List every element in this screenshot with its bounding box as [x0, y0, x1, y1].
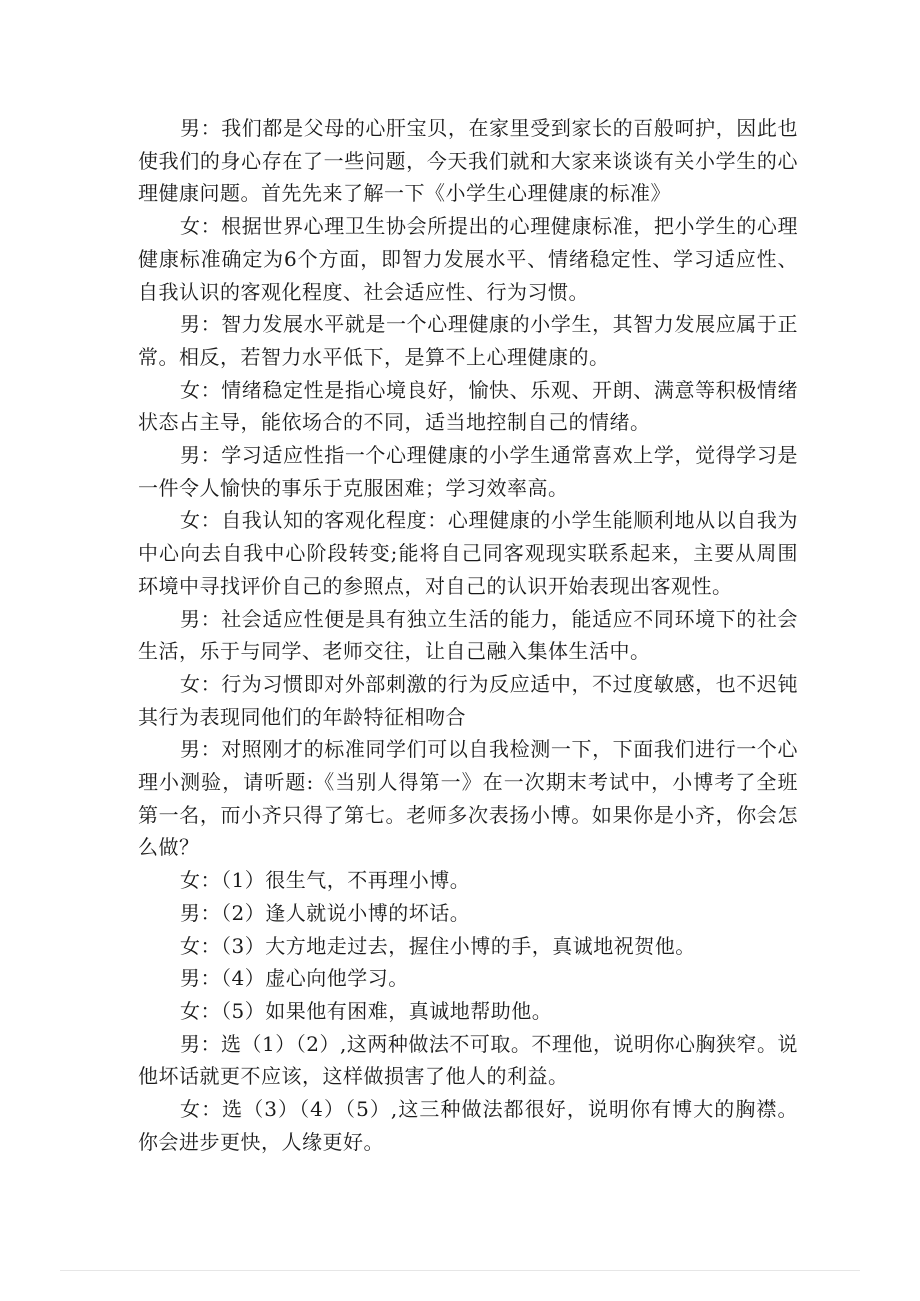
dialogue-paragraph: 男：对照刚才的标准同学们可以自我检测一下，下面我们进行一个心理小测验，请听题:《当别人得第一》在一次期末考试中，小博考了全班第一名，而小齐只得了第七。老师多次表扬小博。如果你是小齐，你会怎么做？ [138, 737, 798, 860]
dialogue-paragraph: 女：自我认知的客观化程度：心理健康的小学生能顺利地从以自我为中心向去自我中心阶段转变;能将自己同客观现实联系起来，主要从周围环境中寻找评价自己的参照点，对自己的认识开始表现出客观性。 [138, 508, 798, 598]
dialogue-paragraph: 女：（1）很生气，不再理小博。 [180, 868, 471, 893]
dialogue-paragraph: 女：选（3）（4）（5）,这三种做法都很好，说明你有博大的胸襟。你会进步更快，人缘更好。 [138, 1097, 798, 1154]
document-body [138, 112, 798, 1159]
dialogue-paragraph: 女：行为习惯即对外部刺激的行为反应适中，不过度敏感，也不迟钝其行为表现同他们的年龄特征相吻合 [138, 671, 798, 729]
dialogue-paragraph: 女：（5）如果他有困难，真诚地帮助他。 [180, 998, 553, 1023]
dialogue-paragraph: 男：（4）虚心向他学习。 [180, 966, 409, 991]
dialogue-paragraph: 女：（3）大方地走过去，握住小博的手，真诚地祝贺他。 [180, 933, 696, 958]
dialogue-paragraph: 男：学习适应性指一个心理健康的小学生通常喜欢上学，觉得学习是一件令人愉快的事乐于克服困难；学习效率高。 [138, 443, 798, 500]
dialogue-paragraph: 男：社会适应性便是具有独立生活的能力，能适应不同环境下的社会生活，乐于与同学、老师交往，让自己融入集体生活中。 [138, 606, 798, 664]
dialogue-paragraph: 女：情绪稳定性是指心境良好，愉快、乐观、开朗、满意等积极情绪状态占主导，能依场合的不同，适当地控制自己的情绪。 [138, 377, 798, 435]
dialogue-paragraph: 男：（2）逢人就说小博的坏话。 [180, 900, 471, 925]
dialogue-paragraph: 男：我们都是父母的心肝宝贝，在家里受到家长的百般呵护，因此也使我们的身心存在了一些问题，今天我们就和大家来谈谈有关小学生的心理健康问题。首先先来了解一下《小学生心理健康的标准》 [138, 116, 798, 206]
dialogue-paragraph: 男：智力发展水平就是一个心理健康的小学生，其智力发展应属于正常。相反，若智力水平低下，是算不上心理健康的。 [138, 312, 798, 369]
dialogue-paragraph: 女：根据世界心理卫生协会所提出的心理健康标准，把小学生的心理健康标准确定为6个方面，即智力发展水平、情绪稳定性、学习适应性、自我认识的客观化程度、社会适应性、行为习惯。 [138, 214, 798, 304]
page-bottom-divider [60, 1270, 860, 1271]
dialogue-paragraph: 男：选（1）（2）,这两种做法不可取。不理他，说明你心胸狭窄。说他坏话就更不应该，这样做损害了他人的利益。 [138, 1031, 798, 1089]
